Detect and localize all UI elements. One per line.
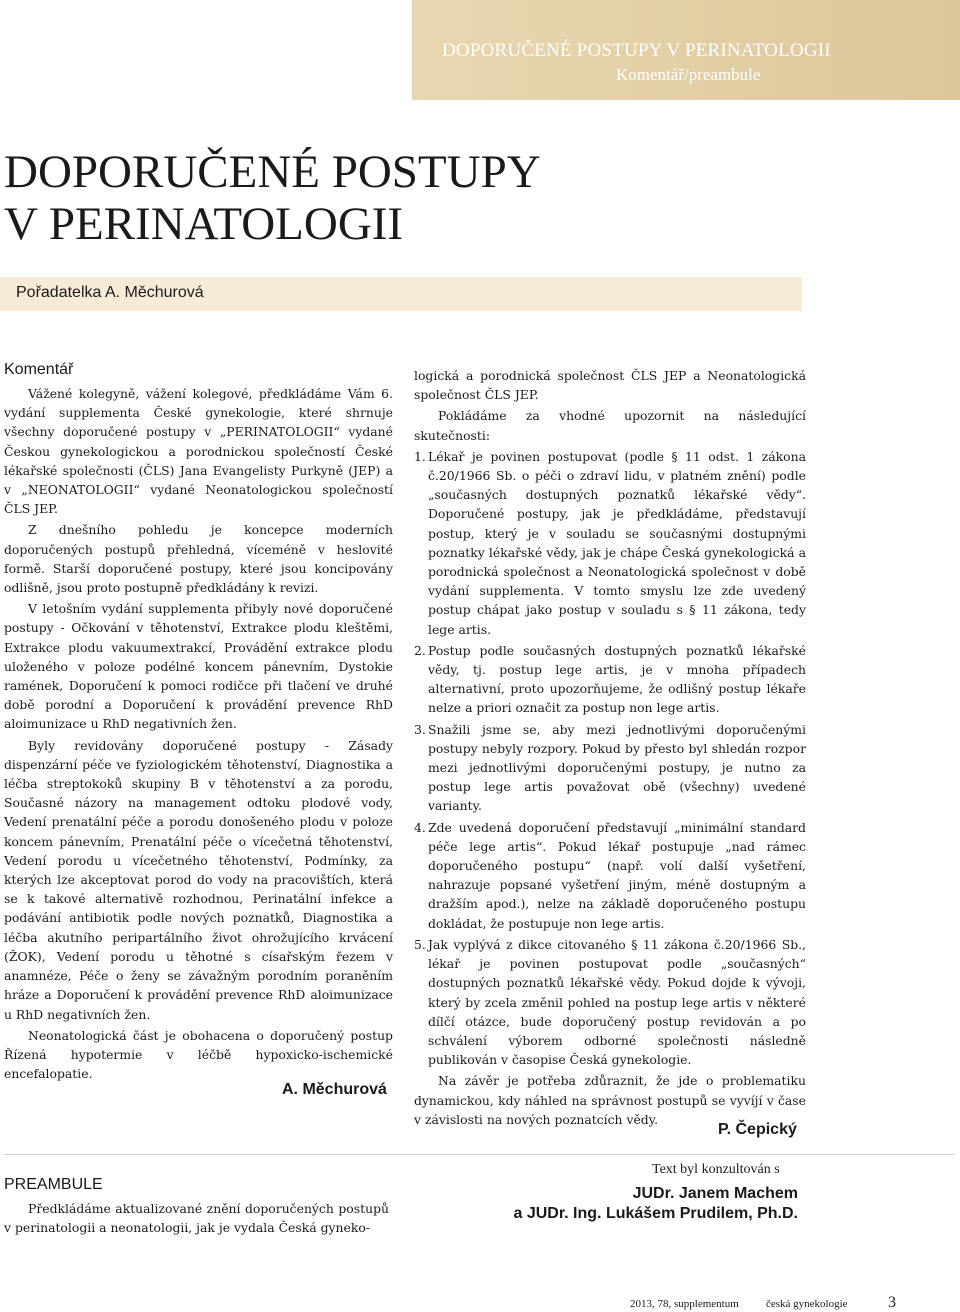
commentary-paragraph-2: Z dnešního pohledu je koncepce moderních doporučených postupů přehledná, víceméně v heslovité formě. Starší doporučené postupy, které jsou koncipovány odlišně, jsou proto postupně předkládány k revizi. <box>4 522 393 596</box>
preamble-body <box>4 1199 389 1239</box>
notes-list <box>414 447 806 1070</box>
notes-item-1-text: Lékař je povinen postupovat (podle § 11 odst. 1 zákona č.20/1966 Sb. o péči o zdraví lidu, v platném znění) podle „současných dostupných poznatků lékařské vědy“. Doporučené postupy, jak je předkládáme, představují postup, který je v souladu se současnými dostupnými poznatky lékařské vědy, jak je chápe Česká gynekologická a porodnická společnost a Neonatologická společnost v době vydání supplementa. V tomto smyslu lze zde uvedený postup chápat jako postup v souladu s § 11 zákona, tedy lege artis. <box>428 448 806 637</box>
organizer-text: Pořadatelka A. Měchurová <box>16 284 204 301</box>
notes-item-1 <box>414 447 806 639</box>
consultant-1: JUDr. Janem Machem <box>632 1185 798 1202</box>
notes-item-2-number: 2. <box>414 642 426 658</box>
consultation-names <box>470 1184 798 1224</box>
footer-divider <box>4 1154 954 1155</box>
page-number: 3 <box>888 1294 896 1311</box>
footer-journal: česká gynekologie <box>766 1298 848 1310</box>
notes-item-3-number: 3. <box>414 721 426 737</box>
commentary-paragraph-3: V letošním vydání supplementa přibyly nové doporučené postupy - Očkování v těhotenství, Extrakce plodu kleštěmi, Extrakce plodu vakuumextrakcí, Provádění extrakce plodu uloženého v poloze podélné koncem pánevním, Dystokie ramének, Doporučení k pomoci rodičce při tlačení ve druhé době porodní a Doporučení k provádění prevence RhD aloimunizace u RhD negativních žen. <box>4 601 393 732</box>
notes-lead: Pokládáme za vhodné upozornit na následující skutečnosti: <box>414 408 806 443</box>
commentary-paragraph-1: Vážené kolegyně, vážení kolegové, předkládáme Vám 6. vydání supplementa České gynekologie, které shrnuje všechny doporučené postupy v „PERINATOLOGII“ vydané Českou gynekologickou a porodnickou společností České lékařské společnosti (ČLS) Jana Evangelisty Purkyně (JEP) a v „NEONATOLOGII“ vydané Neonatologickou společností ČLS JEP. <box>4 386 393 517</box>
organizer-bar <box>0 277 802 311</box>
notes-signature: P. Čepický <box>718 1121 797 1138</box>
running-header-title: DOPORUČENÉ POSTUPY V PERINATOLOGII <box>442 40 831 61</box>
notes-closing: Na závěr je potřeba zdůraznit, že jde o problematiku dynamickou, kdy náhled na správnost postupů se vyvíjí v čase v závislosti na nových poznatcích vědy. <box>414 1073 806 1127</box>
commentary-paragraph-4: Byly revidovány doporučené postupy - Zásady dispenzární péče ve fyziologickém těhotenství, Diagnostika a léčba streptokoků skupiny B v těhotenství a za porodu, Současné názory na management odtoku plodové vody, Vedení prenatální péče a porodu donošeného plodu v poloze koncem pánevním, Prenatální péče o vícečetná těhotenství, Vedení porodu u vícečetného těhotenství, Podmínky, za kterých lze akceptovat porod do vody na pracovištích, která se k takové alternativě rozhodnou, Perinatální infekce a podávání antibiotik podle nových poznatků, Diagnostika a léčba akutního peripartálního život ohrožujícího krvácení (ŽOK), Vedení porodu u těhotné s císařským řezem v anamnéze, Péče o ženy se závažným porodním poraněním hráze a Doporučení k provádění prevence RhD aloimunizace u RhD negativních žen. <box>4 737 393 1022</box>
notes-item-5 <box>414 935 806 1069</box>
page-title <box>4 146 704 250</box>
notes-item-4 <box>414 818 806 933</box>
running-header-subtitle: Komentář/preambule <box>616 65 761 84</box>
notes-item-1-number: 1. <box>414 448 426 464</box>
consultant-2: a JUDr. Ing. Lukášem Prudilem, Ph.D. <box>513 1205 798 1222</box>
running-header <box>412 0 960 100</box>
page-title-line-2: V PERINATOLOGII <box>4 198 404 250</box>
commentary-signature: A. Měchurová <box>282 1081 387 1098</box>
page-title-line-1: DOPORUČENÉ POSTUPY <box>4 146 541 198</box>
consultation-label: Text byl konzultován s <box>652 1162 780 1177</box>
notes-item-3-text: Snažili jsme se, aby mezi jednotlivými doporučenými postupy nebyly rozpory. Pokud by přesto byl shledán rozpor mezi jednotlivými doporučenými postupy, je nutno za postup lege artis považovat obě (všechny) uvedené varianty. <box>428 721 806 814</box>
notes-item-2-text: Postup podle současných dostupných poznatků lékařské vědy, tj. postup lege artis, je v mnoha případech alternativní, proto upozorňujeme, že odlišný postup lékaře nelze a priori označit za postup non lege artis. <box>428 642 806 716</box>
notes-body <box>414 366 806 1131</box>
notes-intro: logická a porodnická společnost ČLS JEP a Neonatologická společnost ČLS JEP. <box>414 368 806 403</box>
notes-item-2 <box>414 641 806 718</box>
notes-item-5-number: 5. <box>414 936 426 952</box>
notes-item-4-text: Zde uvedená doporučení představují „minimální standard péče lege artis“. Pokud lékař postupuje „nad rámec doporučeného postupu“ (např. volí další vyšetření, nahrazuje popsané vyšetření jiným, méně dostupným a dražším apod.), nelze na základě doporučeného postupu dokládat, že postupuje non lege artis. <box>428 819 806 931</box>
commentary-heading: Komentář <box>4 361 74 378</box>
preamble-text: Předkládáme aktualizované znění doporučených postupů v perinatologii a neonatologii, jak je vydala Česká gyneko- <box>4 1201 389 1236</box>
footer-issue: 2013, 78, supplementum <box>630 1298 739 1310</box>
commentary-paragraph-5: Neonatologická část je obohacena o doporučený postup Řízená hypotermie v léčbě hypoxicko-ischemické encefalopatie. <box>4 1027 393 1082</box>
notes-item-5-text: Jak vyplývá z dikce citovaného § 11 zákona č.20/1966 Sb., lékař je povinen postupovat podle „současných“ dostupných poznatků lékařské vědy. Pokud dojde k vývoji, který by zcela změnil pohled na postup lege artis v některé dílčí otázce, bude doporučený postup revidován a po schválení výborem odborné společnosti následně publikován v časopise Česká gynekologie. <box>428 936 806 1068</box>
notes-item-3 <box>414 720 806 816</box>
preamble-heading: PREAMBULE <box>4 1176 103 1193</box>
commentary-body <box>4 384 393 1085</box>
notes-item-4-number: 4. <box>414 819 426 835</box>
